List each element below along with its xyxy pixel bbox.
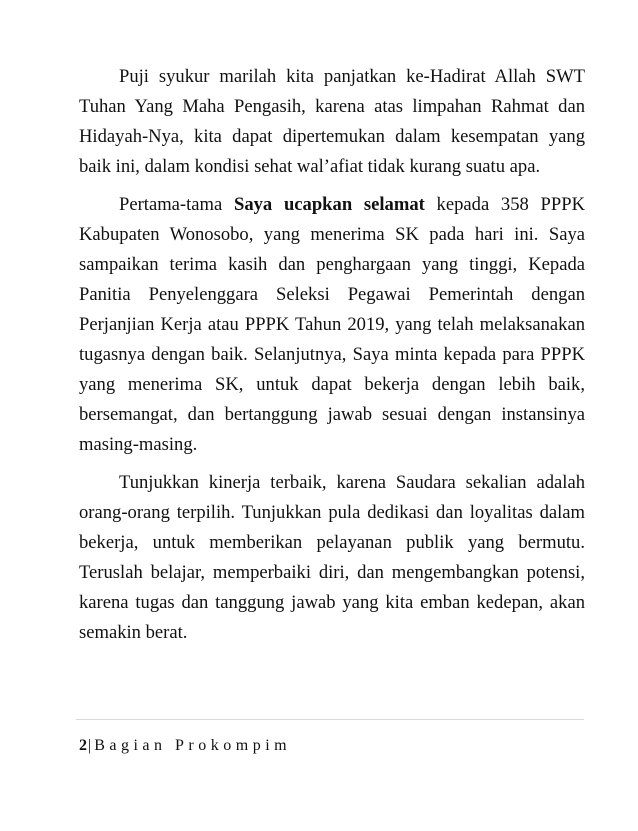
paragraph-rest-text: kepada 358 PPPK Kabupaten Wonosobo, yang menerima SK pada hari ini. Saya sampaikan terima kasih dan penghargaan yang tinggi, Kepada Panitia Penyelenggara Seleksi Pegawai Pemerintah dengan Perjanjian Kerja atau PPPK Tahun 2019, yang telah melaksanakan tugasnya dengan baik. Selanjutnya, Saya minta kepada para PPPK yang menerima SK, untuk dapat bekerja dengan lebih baik, bersemangat, dan bertanggung jawab sesuai dengan instansinya masing-masing. — [79, 194, 586, 455]
document-body — [79, 62, 585, 656]
paragraph-opening: Puji syukur marilah kita panjatkan ke-Hadirat Allah SWT Tuhan Yang Maha Pengasih, karena atas limpahan Rahmat dan Hidayah-Nya, kita dapat dipertemukan dalam kesempatan yang baik ini, dalam kondisi sehat wal’afiat tidak kurang suatu apa. — [79, 66, 585, 177]
paragraph-bold-phrase: Saya ucapkan selamat — [233, 194, 425, 215]
footer-separator: | — [88, 737, 92, 754]
paragraph-encouragement: Tunjukkan kinerja terbaik, karena Saudara sekalian adalah orang-orang terpilih. Tunjukkan pula dedikasi dan loyalitas dalam bekerja, untuk memberikan pelayanan publik yang bermutu. Teruslah belajar, memperbaiki diri, dan mengembangkan potensi, karena tugas dan tanggung jawab yang kita emban kedepan, akan semakin berat. — [79, 472, 585, 643]
page-footer — [79, 736, 291, 756]
footer-section-title: Bagian Prokompim — [94, 737, 292, 754]
footer-divider — [76, 719, 584, 720]
paragraph-lead-text: Pertama-tama — [119, 194, 234, 215]
paragraph-congratulations — [79, 190, 585, 460]
page-number: 2 — [79, 737, 87, 754]
